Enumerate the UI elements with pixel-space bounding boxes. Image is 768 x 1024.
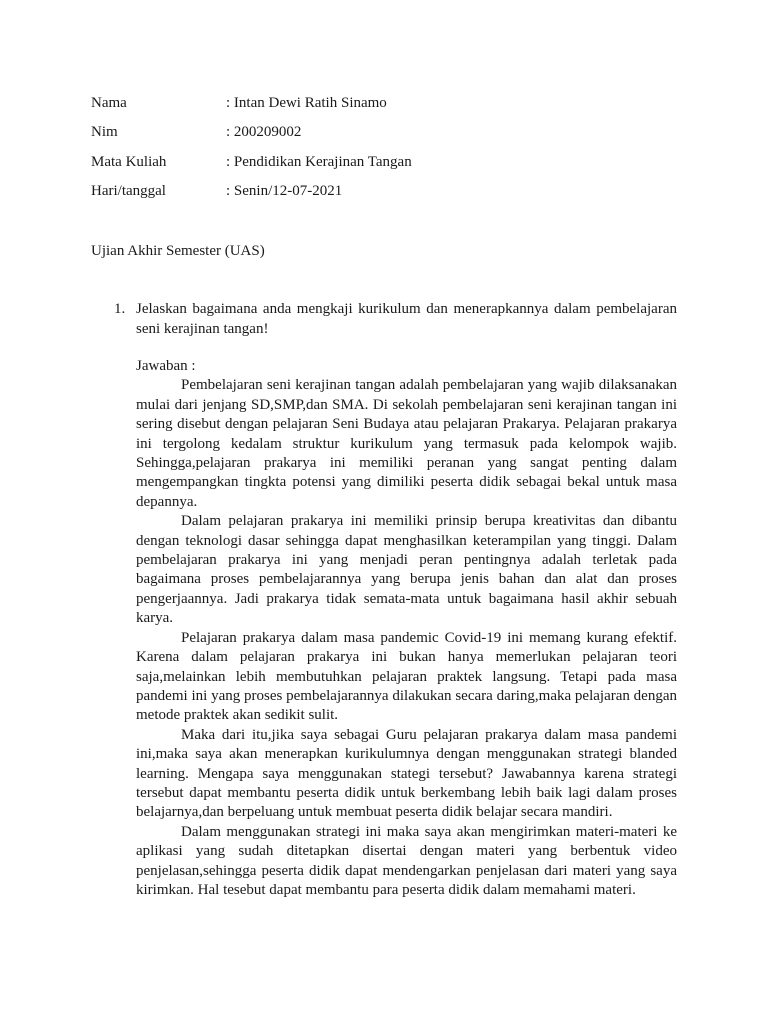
info-value: : Pendidikan Kerajinan Tangan	[226, 153, 412, 170]
answer-paragraph: Pelajaran prakarya dalam masa pandemic Covid-19 ini memang kurang efektif. Karena dalam pelajaran prakarya ini bukan hanya memerlukan pelajaran teori saja,melainkan lebih membutuhkan pelajaran praktek langsung. Tetapi pada masa pandemi ini yang proses pembelajarannya dilakukan secara daring,maka pelajaran dengan metode praktek akan sedikit sulit.	[136, 629, 677, 724]
info-value: : 200209002	[226, 124, 302, 141]
info-value: : Senin/12-07-2021	[226, 182, 343, 199]
answer-paragraph: Pembelajaran seni kerajinan tangan adalah pembelajaran yang wajib dilaksanakan mulai dari jenjang SD,SMP,dan SMA. Di sekolah pembelajaran seni kerajinan tangan ini sering disebut dengan pelajaran Seni Budaya atau pelajaran Prakarya. Pelajaran prakarya ini tergolong kedalam struktur kurikulum yang termasuk pada kelompok wajib. Sehingga,pelajaran prakarya ini memiliki peranan yang sangat penting dalam mengempangkan tingkta potensi yang dimiliki peserta didik sebagai bekal untuk masa depannya.	[136, 377, 677, 510]
answer-label: Jawaban :	[136, 358, 196, 374]
answer-paragraph: Dalam menggunakan strategi ini maka saya akan mengirimkan materi-materi ke aplikasi yang sudah ditetapkan disertai dengan materi yang berbentuk video penjelasan,sehingga peserta didik dapat mendengarkan penjelasan dari materi yang saya kirimkan. Hal tesebut dapat membantu para peserta didik dalam memahami materi.	[136, 823, 677, 898]
info-label: Hari/tanggal	[91, 182, 166, 199]
answer-block	[136, 357, 677, 900]
question-number: 1.	[114, 301, 126, 317]
question-item	[114, 300, 677, 339]
info-label: Nama	[91, 95, 127, 111]
info-label: Nim	[91, 124, 118, 141]
info-value: : Intan Dewi Ratih Sinamo	[226, 95, 387, 111]
question-text: Jelaskan bagaimana anda mengkaji kurikulum dan menerapkannya dalam pembelajaran seni kerajinan tangan!	[136, 301, 677, 337]
answer-paragraph: Dalam pelajaran prakarya ini memiliki prinsip berupa kreativitas dan dibantu dengan teknologi dasar sehingga dapat menghasilkan keterampilan yang tinggi. Dalam pembelajaran prakarya ini yang menjadi peran pentingnya adalah terletak pada bagaimana proses pembelajarannya yang berupa jenis bahan dan alat dan proses pengerjaannya. Jadi prakarya tidak semata-mata untuk bagaimana hasil akhir sebuah karya.	[136, 513, 677, 627]
exam-title: Ujian Akhir Semester (UAS)	[91, 243, 265, 259]
info-label: Mata Kuliah	[91, 153, 167, 170]
answer-paragraph: Maka dari itu,jika saya sebagai Guru pelajaran prakarya dalam masa pandemi ini,maka saya akan menerapkan kurikulumnya dengan menggunakan strategi blanded learning. Mengapa saya menggunakan stategi tersebut? Jawabannya karena strategi tersebut dapat membantu peserta didik untuk berkembang lebih baik lagi dalam proses belajarnya,dan berpeluang untuk membuat peserta didik belajar secara mandiri.	[136, 726, 677, 821]
